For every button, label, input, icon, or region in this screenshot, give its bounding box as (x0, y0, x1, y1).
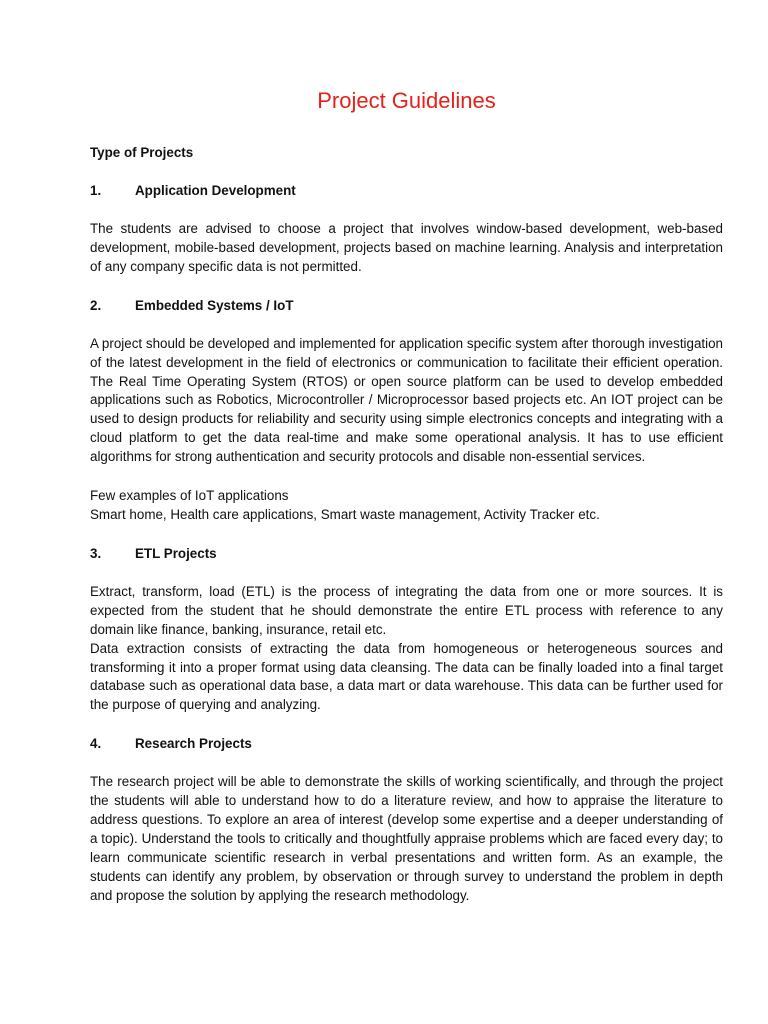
section-title: Research Projects (135, 736, 252, 752)
section-title: Application Development (135, 183, 296, 198)
section-body-embedded-systems (90, 335, 723, 467)
document-page (90, 86, 723, 926)
section-heading-application-development (90, 182, 723, 200)
paragraph: Extract, transform, load (ETL) is the process of integrating the data from one or more sources. It is expected from the student that he should demonstrate the entire ETL process with reference to any domain like finance, banking, insurance, retail etc. (90, 583, 723, 637)
paragraph: The research project will be able to demonstrate the skills of working scientifically, and through the project the students will able to understand how to do a literature review, and how to appraise the literature to address questions. To explore an area of interest (develop some expertise and a deeper understanding of a topic). Understand the tools to critically and thoughtfully appraise problems which are faced every day; to learn communicate scientific research in verbal presentations and written form. As an example, the students can identify any problem, by observation or through survey to understand the problem in depth and propose the solution by applying the research methodology. (90, 774, 723, 903)
iot-examples-label: Few examples of IoT applications (90, 488, 289, 504)
section-number: 1. (90, 183, 102, 198)
section-title: ETL Projects (135, 545, 217, 561)
paragraph: A project should be developed and implemented for application specific system after thorough investigation of the latest development in the field of electronics or communication to facilitate their efficient operation. The Real Time Operating System (RTOS) or open source platform can be used to develop embedded applications such as Robotics, Microcontroller / Microprocessor based projects etc. An IOT project can be used to design products for reliability and security using simple electronics concepts and integrating with a cloud platform to get the data real-time and make some operational analysis. It has to use efficient algorithms for strong authentication and security protocols and disable non-essential services. (90, 335, 723, 465)
paragraph: Data extraction consists of extracting the data from homogeneous or heterogeneous sources and transforming it into a proper format using data cleansing. The data can be finally loaded into a final target database such as operational data base, a data mart or data warehouse. This data can be further used for the purpose of querying and analyzing. (90, 640, 723, 713)
section-number: 4. (90, 736, 102, 752)
type-of-projects-heading: Type of Projects (90, 145, 194, 160)
section-number: 2. (90, 297, 102, 313)
iot-examples-list: Smart home, Health care applications, Smart waste management, Activity Tracker etc. (90, 506, 600, 522)
section-body-research-projects (90, 773, 723, 905)
section-body-application-development (90, 220, 723, 277)
section-number: 3. (90, 545, 102, 561)
paragraph: The students are advised to choose a project that involves window-based development, web-based development, mobile-based development, projects based on machine learning. Analysis and interpretation of any company specific data is not permitted. (90, 221, 723, 274)
section-body-etl-projects (90, 583, 723, 715)
section-title: Embedded Systems / IoT (135, 297, 294, 313)
page-title: Project Guidelines (317, 88, 496, 113)
section-heading-etl-projects (90, 545, 723, 563)
section-heading-research-projects (90, 735, 723, 753)
iot-examples-block (90, 487, 723, 525)
section-heading-embedded-systems (90, 297, 723, 315)
